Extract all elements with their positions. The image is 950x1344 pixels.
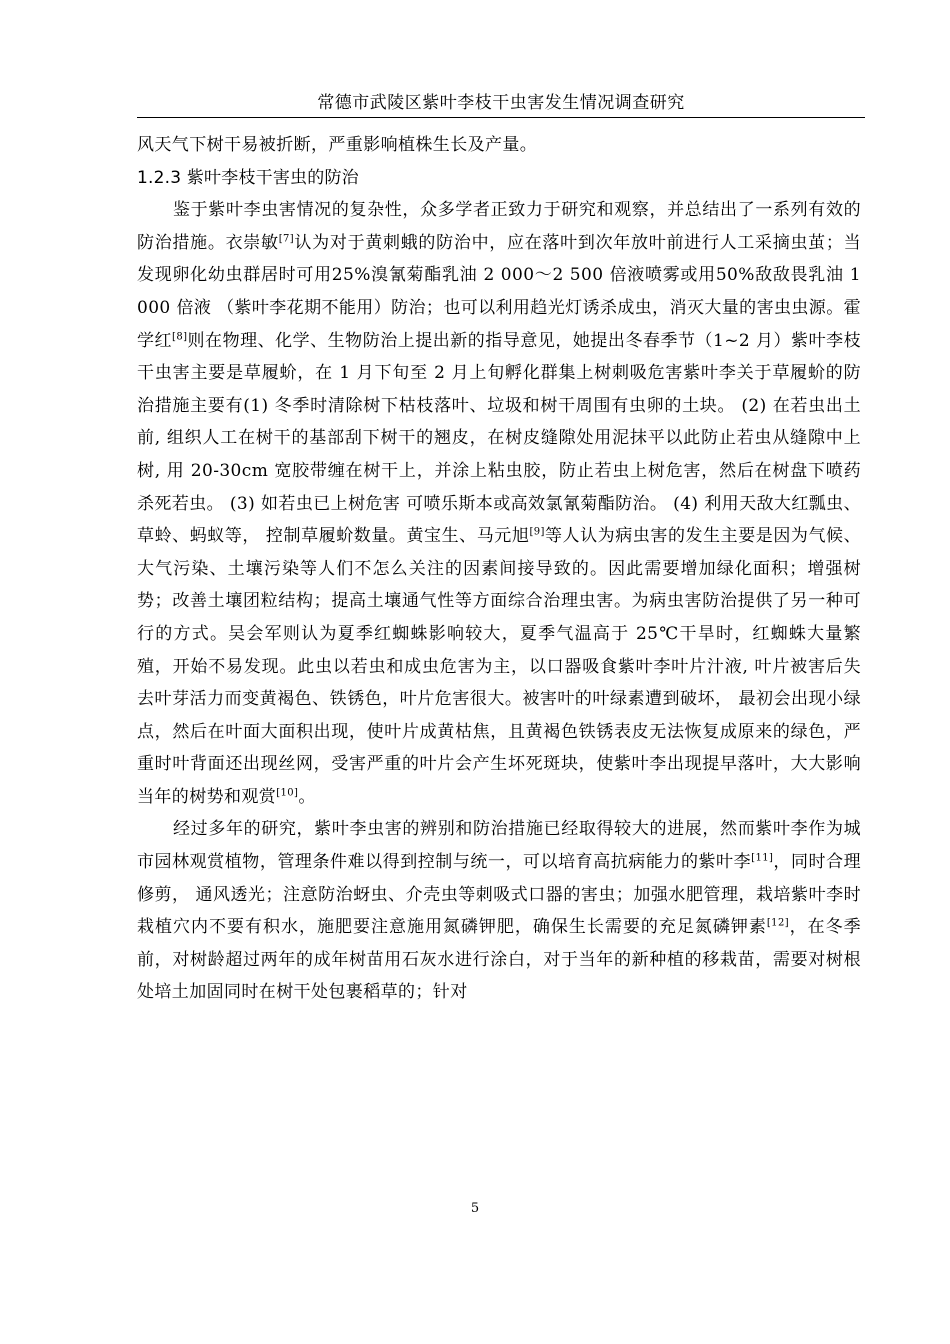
citation-9: [9] [529,526,545,538]
page-number: 5 [470,1201,480,1216]
section-heading: 1.2.3 紫叶李枝干害虫的防治 [137,167,359,188]
paragraph-1-text-a: 鉴于紫叶李虫害情况的复杂性，众多学者正致力于研究和观察，并总结出了一系列有效的防治措施。衣崇敏 [137,200,861,253]
continuation-paragraph: 风天气下树干易被折断，严重影响植株生长及产量。 [137,135,538,155]
paragraph-1-text-e: 。 [298,786,316,807]
running-header: 常德市武陵区紫叶李枝干虫害发生情况调查研究 [317,93,685,113]
paragraph-2-text-a: 经过多年的研究，紫叶李虫害的辨别和防治措施已经取得较大的进展，然而紫叶李作为城市园林观赏植物，管理条件难以得到控制与统一，可以培育高抗病能力的紫叶李 [137,819,861,873]
citation-11: [11] [751,852,774,864]
body-text [137,129,861,1009]
paragraph-2-text-b: ，同时合理修剪， 通风透光；注意防治蚜虫、介壳虫等刺吸式口器的害虫；加强水肥管理，栽培紫叶李时栽植穴内不要有积水，施肥要注意施用氮磷钾肥，确保生长需要的充足氮磷钾素 [137,852,862,938]
paragraph-2 [137,813,861,1009]
paragraph-1-text-b: 认为对于黄刺蛾的防治中，应在落叶到次年放叶前进行人工采摘虫茧；当发现卵化幼虫群居时可用25%溴氰菊酯乳油 2 000～2 500 倍液喷雾或用50%敌敌畏乳油 1 000 倍液 （紫叶李花期不能用）防治；也可以利用趋光灯诱杀成虫，消灭大量的害虫虫源。霍学红 [137,232,861,351]
citation-10: [10] [276,787,299,799]
paragraph-1-text-d: 等人认为病虫害的发生主要是因为气候、大气污染、土壤污染等人们不怎么关注的因素间接导致的。因此需要增加绿化面积；增强树势；改善土壤团粒结构；提高土壤通气性等方面综合治理虫害。为病虫害防治提供了另一种可行的方式。吴会军则认为夏季红蜘蛛影响较大，夏季气温高于 25℃干旱时，红蜘蛛大量繁殖，开始不易发现。此虫以若虫和成虫危害为主，以口器吸食紫叶李叶片汁液, 叶片被害后失去叶芽活力而变黄褐色、铁锈色，叶片危害很大。被害叶的叶绿素遭到破坏， 最初会出现小绿点，然后在叶面大面积出现，使叶片成黄枯焦，且黄褐色铁锈表皮无法恢复成原来的绿色，严重时叶背面还出现丝网，受害严重的叶片会产生坏死斑块，使紫叶李出现提早落叶，大大影响当年的树势和观赏 [137,526,862,807]
paragraph-2-text-c: ，在冬季前，对树龄超过两年的成年树苗用石灰水进行涂白，对于当年的新种植的移栽苗，需要对树根处培土加固同时在树干处包裹稻草的；针对 [137,917,862,1003]
header-rule [137,117,865,118]
citation-8: [8] [172,330,188,342]
paragraph-1 [137,194,861,813]
citation-12: [12] [766,917,790,929]
paragraph-1-text-c: 则在物理、化学、生物防治上提出新的指导意见，她提出冬春季节（1~2 月）紫叶李枝干虫害主要是草履蚧，在 1 月下旬至 2 月上旬孵化群集上树刺吸危害紫叶李关于草履蚧的防治措施主要有(1) 冬季时清除树下枯枝落叶、垃圾和树干周围有虫卵的土块。 (2) 在若虫出土前, 组织人工在树干的基部刮下树干的翘皮，在树皮缝隙处用泥抹平以此防止若虫从缝隙中上树, 用 20-30cm 宽胶带缠在树干上，并涂上粘虫胶，防止若虫上树危害，然后在树盘下喷药杀死若虫。 (3) 如若虫已上树危害 可喷乐斯本或高效氯氰菊酯防治。 (4) 利用天敌大红瓢虫、草蛉、蚂蚁等， 控制草履蚧数量。黄宝生、马元旭 [137,330,861,547]
citation-7: [7] [278,233,295,245]
